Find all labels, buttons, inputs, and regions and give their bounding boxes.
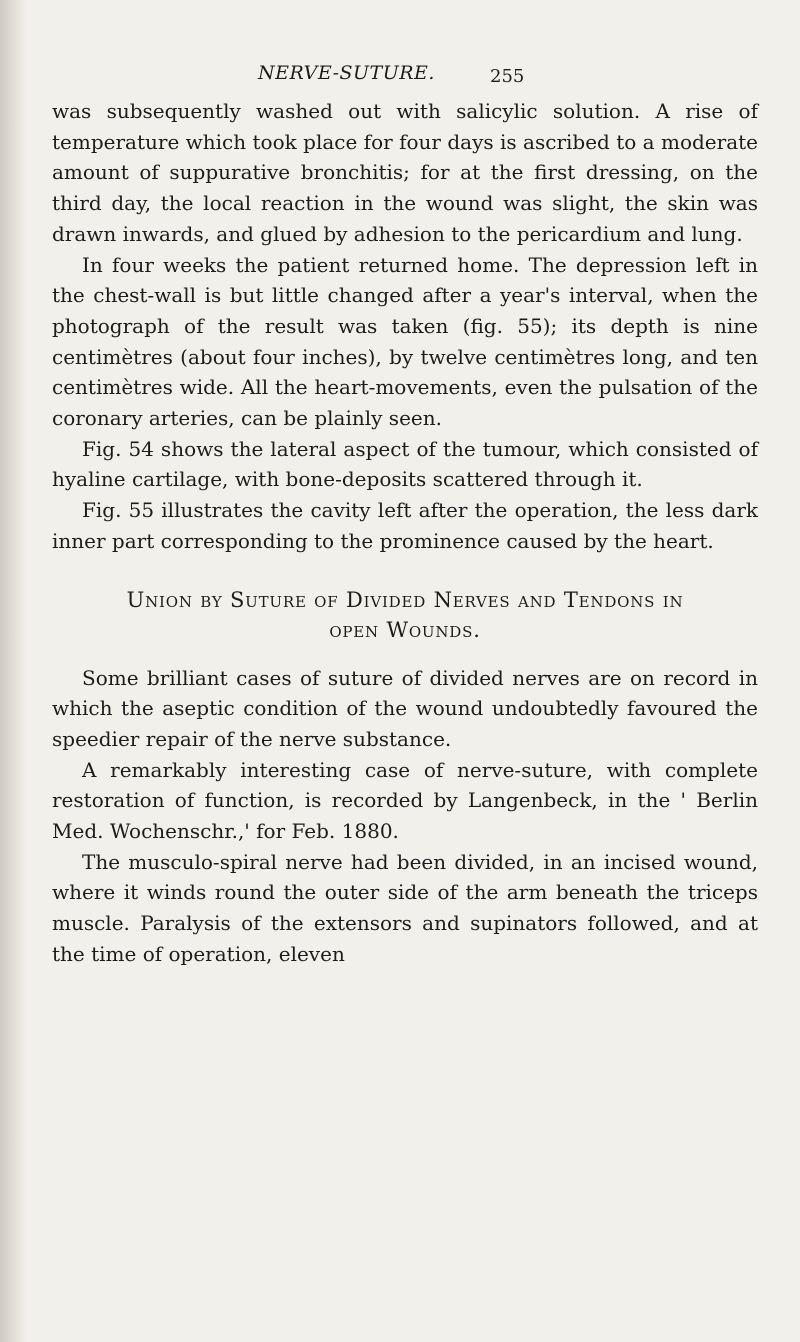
paragraph: In four weeks the patient returned home. The depression left in the chest-wall is but little changed after a year's interval, when the photograph of the result was taken (fig. 55); its depth is nine centimètres (about four inches), by twelve centimètres long, and ten centimètres wide. All the heart-movements, even the pulsation of the coronary arteries, can be plainly seen. xyxy=(52,252,758,431)
paragraph: Fig. 55 illustrates the cavity left after the operation, the less dark inner part corresponding to the prominence caused by the heart. xyxy=(52,498,758,553)
page-number: 255 xyxy=(490,66,525,87)
body-text xyxy=(52,96,758,970)
paragraph: Some brilliant cases of suture of divided nerves are on record in which the aseptic condition of the wound undoubtedly favoured the speedier repair of the nerve substance. xyxy=(52,665,758,751)
paragraph: The musculo-spiral nerve had been divided, in an incised wound, where it winds round the outer side of the arm beneath the triceps muscle. Paralysis of the extensors and supinators followed, and at the time of operation, eleven xyxy=(52,849,758,966)
running-title: NERVE-SUTURE. xyxy=(258,62,435,84)
section-heading xyxy=(52,585,758,645)
page-gutter-shadow xyxy=(0,0,26,1342)
section-heading-line: open Wounds. xyxy=(329,617,481,642)
paragraph: Fig. 54 shows the lateral aspect of the tumour, which consisted of hyaline cartilage, with bone-deposits scattered through it. xyxy=(52,436,758,492)
paragraph: was subsequently washed out with salicylic solution. A rise of temperature which took place for four days is ascribed to a moderate amount of suppurative bronchitis; for at the first dressing, on the third day, the local reaction in the wound was slight, the skin was drawn inwards, and glued by adhesion to the pericardium and lung. xyxy=(52,99,758,246)
paragraph: A remarkably interesting case of nerve-suture, with complete restoration of function, is recorded by Langenbeck, in the ' Berlin Med. Wochenschr.,' for Feb. 1880. xyxy=(52,757,758,844)
page-header xyxy=(0,56,800,92)
section-heading-line: Union by Suture of Divided Nerves and Tendons in xyxy=(126,587,684,612)
